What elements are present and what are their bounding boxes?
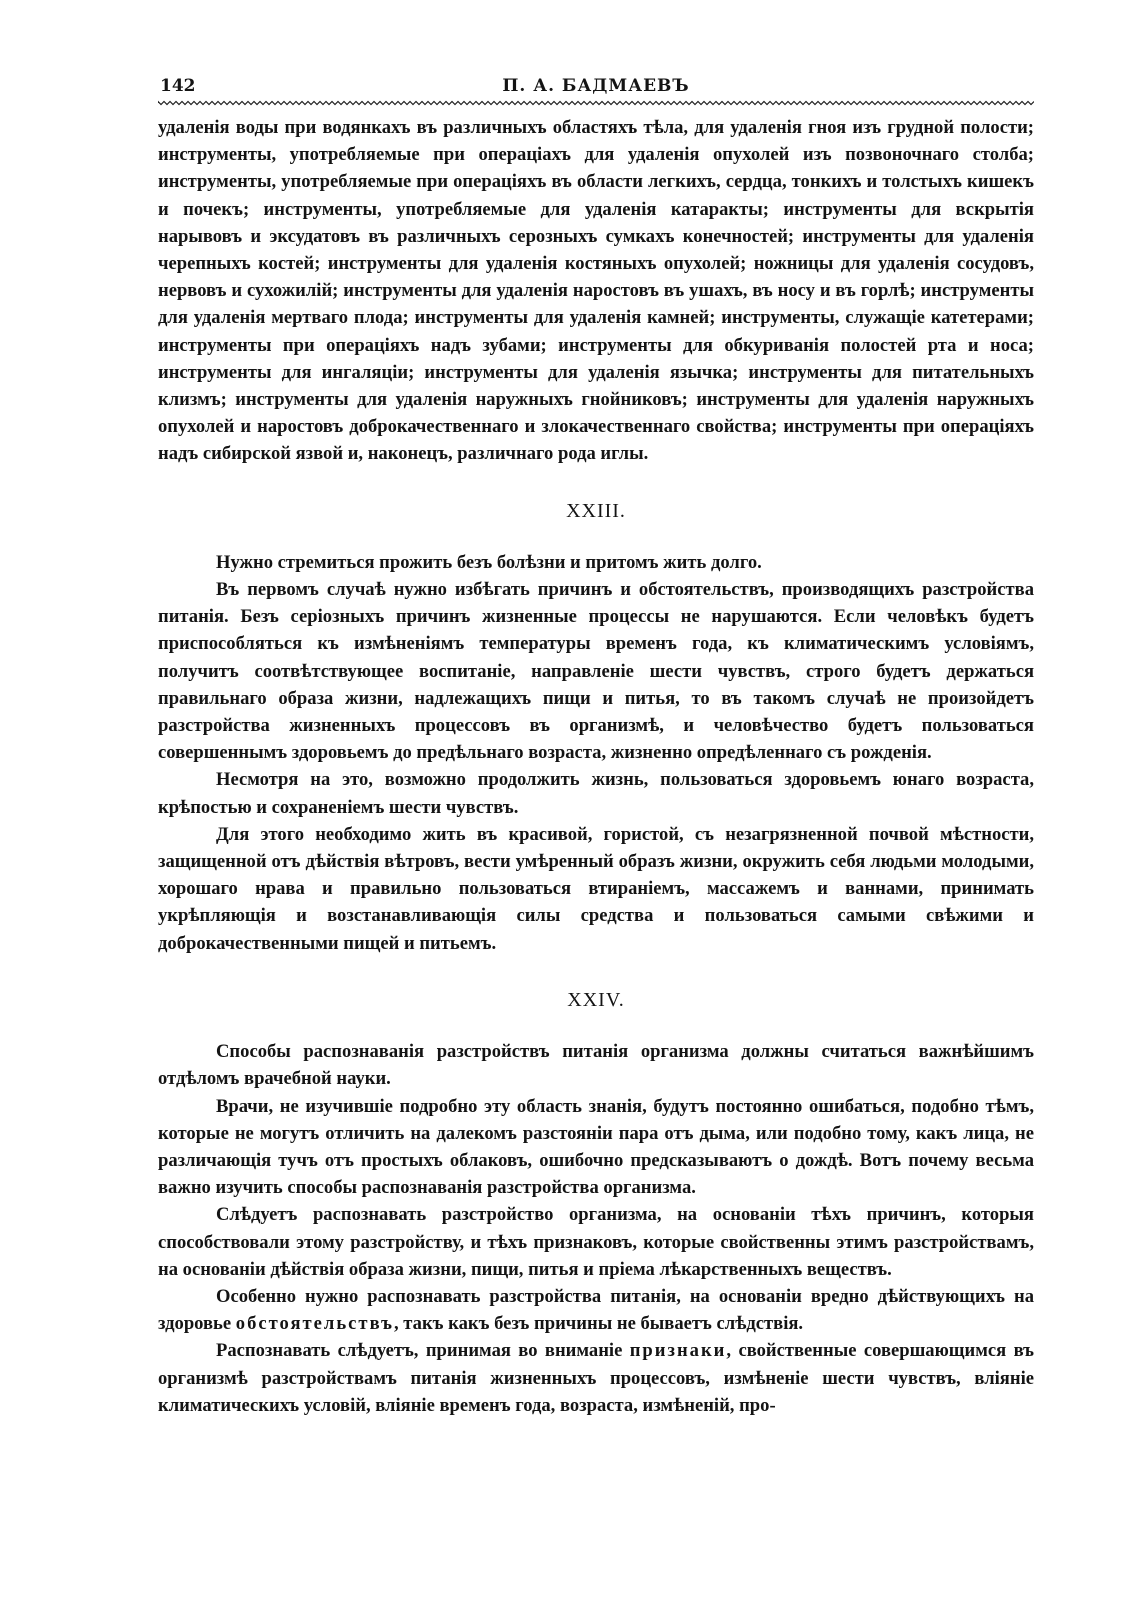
section-xxiv-paragraph-5 bbox=[158, 1337, 1034, 1419]
paragraph-4-spaced-word: обстоятельствъ bbox=[235, 1313, 394, 1335]
paragraph-4-text-before: Особенно нужно распознавать разстройства питанія, на основаніи вредно дѣйствующихъ на здоровье bbox=[158, 1285, 1034, 1335]
section-xxiii-paragraph-4: Для этого необходимо жить въ красивой, гористой, съ незагрязненной почвой мѣстности, защищенной отъ дѣйствія вѣтровъ, вести умѣренный образъ жизни, окружить себя людьми молодыми, хорошаго нрава и правильно пользоваться втираніемъ, массажемъ и ваннами, принимать укрѣпляющія и возстанавливающія силы средства и пользоваться самыми свѣжими и доброкачественными пищей и питьемъ. bbox=[158, 823, 1034, 954]
section-xxiii-paragraph-3: Несмотря на это, возможно продолжить жизнь, пользоваться здоровьемъ юнаго возраста, крѣпостью и сохраненіемъ шести чувствъ. bbox=[158, 769, 1034, 818]
page-header bbox=[158, 70, 1034, 106]
section-xxiii-paragraph-1: Нужно стремиться прожить безъ болѣзни и притомъ жить долго. bbox=[216, 551, 762, 573]
running-title: П. А. БАДМАЕВЪ bbox=[502, 76, 690, 96]
page-body bbox=[158, 114, 1034, 1419]
paragraph-4-text-after: , такъ какъ безъ причины не бываетъ слѣдствія. bbox=[394, 1313, 804, 1335]
intro-paragraph: удаленія воды при водянкахъ въ различныхъ областяхъ тѣла, для удаленія гноя изъ грудной полости; инструменты, употребляемые при операціахъ для удаленія опухолей изъ позвоночнаго столба; инструменты, употребляемые при операціяхъ въ области легкихъ, сердца, тонкихъ и толстыхъ кишекъ и почекъ; инструменты, употребляемые для удаленія катаракты; инструменты для вскрытія нарывовъ и эксудатовъ въ различныхъ серозныхъ сумкахъ конечностей; инструменты для удаленія черепныхъ костей; инструменты для удаленія костяныхъ опухолей; ножницы для удаленія сосудовъ, нервовъ и сухожилій; инструменты для удаленія наростовъ въ ушахъ, въ носу и въ горлѣ; инструменты для удаленія мертваго плода; инструменты для удаленія камней; инструменты, служащіе катетерами; инструменты при операціяхъ надъ зубами; инструменты для обкуриванія полостей рта и носа; инструменты для ингаляціи; инструменты для удаленія язычка; инструменты для питательныхъ клизмъ; инструменты для удаленія наружныхъ гнойниковъ; инструменты для удаленія наружныхъ опухолей и наростовъ доброкачественнаго и злокачественнаго свойства; инструменты при операціяхъ надъ сибирской язвой и, наконецъ, различнаго рода иглы. bbox=[158, 117, 1034, 465]
paragraph-5-text-before: Распознавать слѣдуетъ, принимая во вниманіе bbox=[216, 1340, 630, 1362]
section-xxiv-paragraph-3: Слѣдуетъ распознавать разстройство организма, на основаніи тѣхъ причинъ, которыя способствовали этому разстройству, и тѣхъ признаковъ, которые свойственны этимъ разстройствамъ, на основаніи дѣйствія образа жизни, пищи, питья и пріема лѣкарственныхъ веществъ. bbox=[158, 1204, 1034, 1280]
section-xxiv-paragraph-2: Врачи, не изучившіе подробно эту область знанія, будутъ постоянно ошибаться, подобно тѣмъ, которые не могутъ отличить на далекомъ разстояніи пара отъ дыма, или подобно тому, какъ лица, не различающія тучъ отъ простыхъ облаковъ, ошибочно предсказываютъ о дождѣ. Вотъ почему весьма важно изучить способы распознаванія разстройства организма. bbox=[158, 1095, 1034, 1199]
paragraph-5-text-after: , свойственные совершающимся въ организмѣ разстройствамъ питанія жизненныхъ процессовъ, измѣненіе шести чувствъ, вліяніе климатическихъ условій, вліяніе временъ года, возраста, измѣненій, про- bbox=[158, 1340, 1034, 1416]
section-heading-xxiv: XXIV. bbox=[567, 988, 625, 1011]
page-number: 142 bbox=[160, 76, 196, 96]
section-xxiv-paragraph-4 bbox=[158, 1283, 1034, 1337]
section-heading-xxiii: XXIII. bbox=[566, 499, 626, 522]
section-xxiii-paragraph-2: Въ первомъ случаѣ нужно избѣгать причинъ и обстоятельствъ, производящихъ разстройства питанія. Безъ серіозныхъ причинъ жизненные процессы не нарушаются. Если человѣкъ будетъ приспособляться къ измѣненіямъ температуры временъ года, къ климатическимъ условіямъ, получитъ соотвѣтствующее воспитаніе, направленіе шести чувствъ, строго будетъ держаться правильнаго образа жизни, надлежащихъ пищи и питья, то въ такомъ случаѣ не произойдетъ разстройства жизненныхъ процессовъ въ организмѣ, и человѣчество будетъ пользоваться совершеннымъ здоровьемъ до предѣльнаго возраста, жизненно опредѣленнаго съ рожденія. bbox=[158, 579, 1034, 764]
book-page bbox=[158, 70, 1034, 1419]
paragraph-5-spaced-word: признаки bbox=[629, 1340, 727, 1362]
section-xxiv-paragraph-1: Способы распознаванія разстройствъ питанія организма должны считаться важнѣйшимъ отдѣломъ врачебной науки. bbox=[158, 1041, 1034, 1090]
wavy-header-rule bbox=[158, 100, 1034, 106]
